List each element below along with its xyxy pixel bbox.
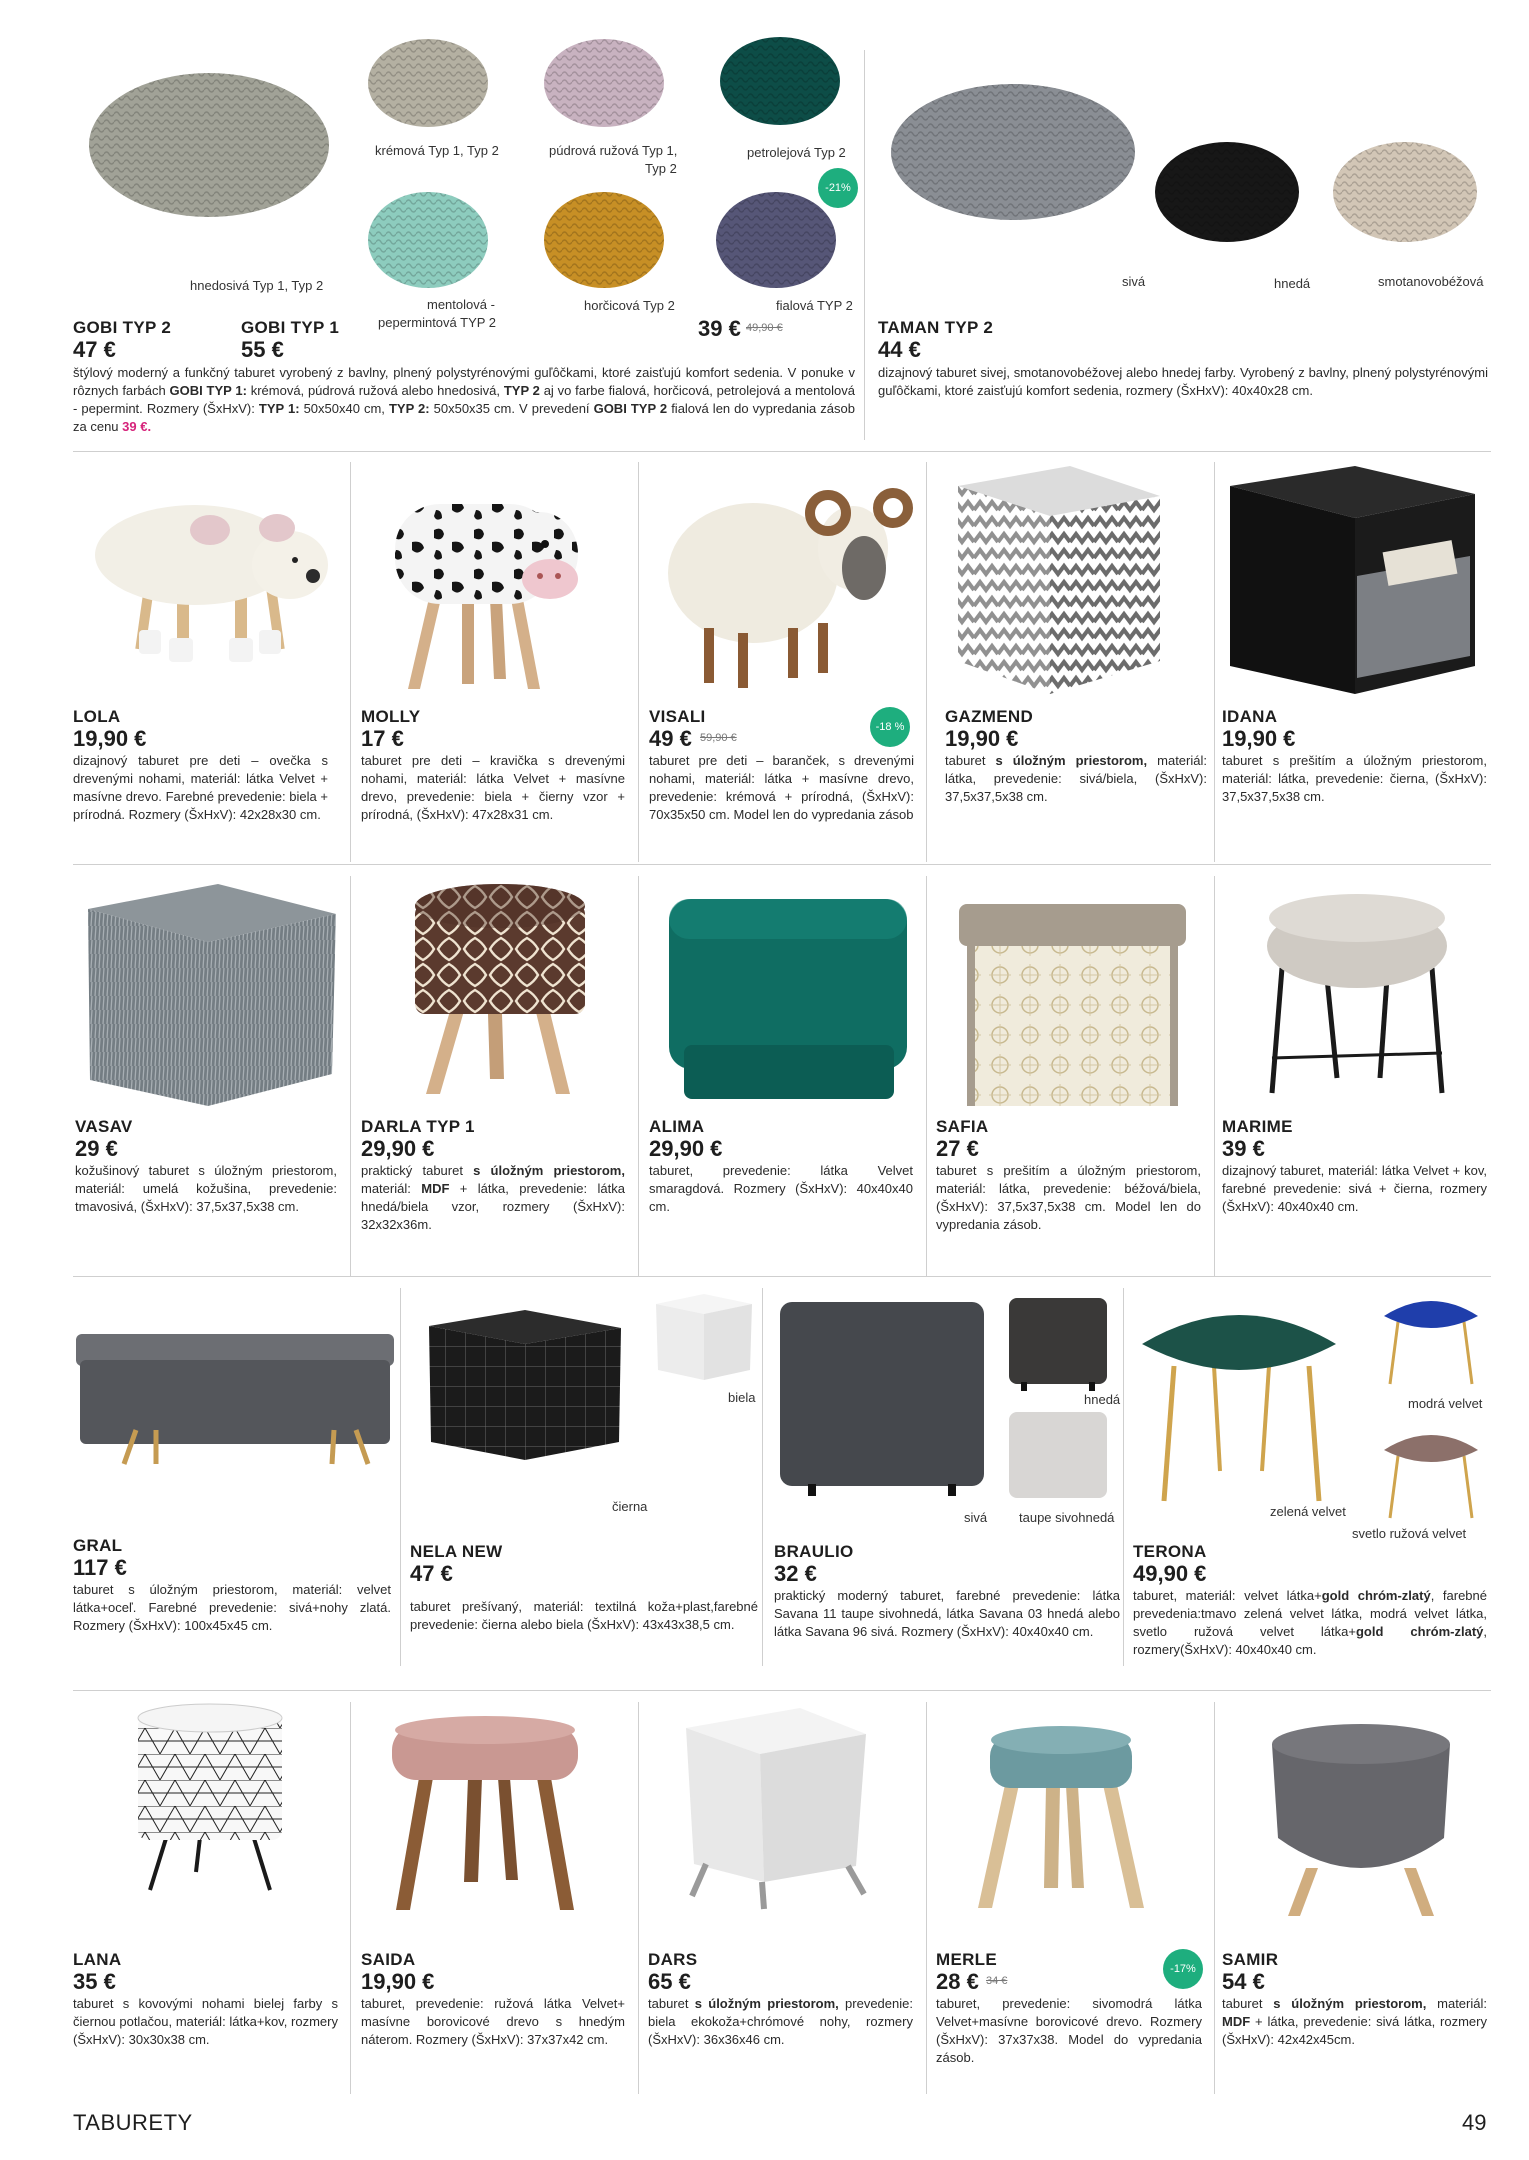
product-description: taburet s úložným priestorom, prevedenie: biela ekokoža+chrómové nohy, rozmery (ŠxHxV): 36x36x46 cm. <box>648 1996 913 2047</box>
gobi-pouf-image <box>714 190 838 290</box>
velvet-stool-image <box>966 1720 1156 1910</box>
product-name: VISALI <box>649 707 706 726</box>
product-price: 39 € <box>1222 1136 1265 1161</box>
variant-caption: mentolová - <box>427 297 495 312</box>
product-name: GAZMEND <box>945 707 1034 726</box>
round-metal-stool-image <box>130 1702 290 1892</box>
variant-caption: sivá <box>964 1510 988 1525</box>
product-description: taburet s úložným priestorom, materiál: MDF + látka, prevedenie: sivá látka, rozmery (ŠxHxV): 42x42x45cm. <box>1222 1996 1487 2047</box>
velvet-stool-image <box>1134 1296 1344 1508</box>
product-price: 54 € <box>1222 1969 1265 1994</box>
variant-caption: modrá velvet <box>1408 1396 1483 1411</box>
taman-pouf-image <box>1154 140 1300 244</box>
ram-stool-image <box>668 478 908 693</box>
page-number: 49 <box>1462 2110 1487 2135</box>
old-price: 59,90 € <box>700 732 737 744</box>
product-price: 117 € <box>73 1555 127 1580</box>
product-description: dizajnový taburet sivej, smotanovobéžovej alebo hnedej farby. Vyrobený z bavlny, plnený polystyrénovými guľôčkami, ktoré zaisťujú komfort sedenia, rozmery (ŠxHxV): 40x40x28 cm. <box>878 365 1488 398</box>
gobi-pouf-image <box>542 190 666 290</box>
variant-caption: hnedá <box>1274 276 1311 291</box>
product-description: taburet s úložným priestorom, materiál: látka, prevedenie: sivá/biela, (ŠxHxV): 37,5x37,5x38 cm. <box>945 753 1207 804</box>
old-price: 34 € <box>986 1975 1008 1987</box>
product-price: 27 € <box>936 1136 979 1161</box>
product-name: SAFIA <box>936 1117 989 1136</box>
product-description: taburet prešívaný, materiál: textilná koža+plast,farebné prevedenie: čierna alebo biela (ŠxHxV): 43x43x38,5 cm. <box>410 1599 758 1632</box>
gobi-pouf-image <box>718 36 842 126</box>
product-price: 19,90 € <box>945 726 1019 751</box>
product-price: 47 € <box>73 337 116 362</box>
pouf-cube-image <box>652 1292 756 1382</box>
product-description: taburet s úložným priestorom, materiál: velvet látka+oceľ. Farebné prevedenie: sivá+nohy zlatá. Rozmery (ŠxHxV): 100x45x45 cm. <box>73 1582 391 1633</box>
sheep-stool-image <box>95 480 335 670</box>
variant-caption: čierna <box>612 1499 648 1514</box>
cow-stool-image <box>390 484 610 704</box>
storage-cube-image <box>1225 466 1481 694</box>
product-name: MOLLY <box>361 707 421 726</box>
pouf-cube-image <box>1007 1296 1109 1394</box>
storage-stool-image <box>1266 1718 1456 1918</box>
taman-pouf-image <box>888 82 1138 222</box>
storage-cube-image <box>955 900 1190 1108</box>
velvet-stool-image <box>1380 1428 1482 1520</box>
product-name: ALIMA <box>649 1117 705 1136</box>
section-title: TABURETY <box>73 2110 193 2135</box>
product-description: taburet, prevedenie: sivomodrá látka Velvet+masívne borovicové drevo. Rozmery (ŠxHxV): 37x37x38. Model do vypredania zásob. <box>936 1996 1202 2065</box>
variant-caption: horčicová Typ 2 <box>584 298 675 313</box>
product-price: 35 € <box>73 1969 116 1994</box>
product-name: TERONA <box>1133 1542 1207 1561</box>
discount-badge: -17% <box>1163 1949 1203 1989</box>
patterned-stool-image <box>410 884 590 1094</box>
product-name: VASAV <box>75 1117 133 1136</box>
product-description: taburet pre deti – kravička s drevenými nohami, materiál: látka Velvet + masívne drevo, prevedenie: biela + čierny vzor + prírodná, (ŠxHxV): 47x28x31 cm. <box>361 753 625 822</box>
product-name: GOBI TYP 2 <box>73 318 172 337</box>
product-description: taburet, materiál: velvet látka+gold chróm-zlatý, farebné prevedenia:tmavo zelená velvet látka, modrá velvet látka, svetlo ružová velvet látka+gold chróm-zlatý, rozmery(ŠxHxV): 40x40x40 cm. <box>1133 1588 1487 1657</box>
product-price: 29,90 € <box>361 1136 435 1161</box>
product-description: taburet pre deti – baranček, s drevenými nohami, materiál: látka + masívne drevo, prevedenie: krémová + prírodná, (ŠxHxV): 70x35x50 cm. Model len do vypredania zásob <box>649 753 914 822</box>
variant-caption: biela <box>728 1390 756 1405</box>
product-price: 49 € <box>649 726 692 751</box>
product-description: štýlový moderný a funkčný taburet vyrobený z bavlny, plnený polystyrénovými guľôčkami, ktoré zaisťujú komfort sedenia. V ponuke v rôznych farbách GOBI TYP 1: krémová, púdrová ružová alebo hnedosivá, TYP 2 aj vo farbe fialová, horčicová, petrolejová a mentolová - pepermint. Rozmery (ŠxHxV): TYP 1: 50x50x40 cm, TYP 2: 50x50x35 cm. V prevedení GOBI TYP 2 fialová len do vypredania zásob za cenu 39 €. <box>73 365 855 434</box>
product-price: 44 € <box>878 337 921 362</box>
variant-caption: pepermintová TYP 2 <box>378 315 497 330</box>
product-name: GRAL <box>73 1536 123 1555</box>
product-price: 19,90 € <box>361 1969 435 1994</box>
product-price: 28 € <box>936 1969 979 1994</box>
product-price: 19,90 € <box>73 726 147 751</box>
product-name: NELA NEW <box>410 1542 503 1561</box>
product-description: kožušinový taburet s úložným priestorom, materiál: umelá kožušina, prevedenie: tmavosivá, (ŠxHxV): 37,5x37,5x38 cm. <box>75 1163 337 1214</box>
product-price: 49,90 € <box>1133 1561 1207 1586</box>
product-name: IDANA <box>1222 707 1278 726</box>
gobi-pouf-image <box>84 70 334 220</box>
product-price: 55 € <box>241 337 284 362</box>
pouf-cube-image <box>778 1300 988 1500</box>
pouf-cube-image <box>1007 1410 1109 1506</box>
product-price: 17 € <box>361 726 404 751</box>
product-price: 65 € <box>648 1969 691 1994</box>
round-metal-stool-image <box>1262 888 1452 1098</box>
pouf-cube-image <box>425 1306 625 1464</box>
product-price: 29,90 € <box>649 1136 723 1161</box>
storage-cube-image <box>680 1704 870 1914</box>
product-name: LOLA <box>73 707 121 726</box>
storage-cube-image <box>950 466 1168 694</box>
discount-badge: -21% <box>818 168 858 208</box>
product-name: LANA <box>73 1950 122 1969</box>
product-name: SAMIR <box>1222 1950 1279 1969</box>
product-name: GOBI TYP 1 <box>241 318 340 337</box>
variant-caption: krémová Typ 1, Typ 2 <box>375 143 499 158</box>
taman-pouf-image <box>1332 140 1478 244</box>
product-name: TAMAN TYP 2 <box>878 318 994 337</box>
gobi-pouf-image <box>366 38 490 128</box>
variant-caption: hnedosivá Typ 1, Typ 2 <box>190 278 324 293</box>
fur-cube-image <box>78 884 340 1106</box>
old-price: 49,90 € <box>746 322 783 334</box>
gobi-pouf-image <box>542 38 666 128</box>
variant-caption: smotanovobéžová <box>1378 274 1484 289</box>
product-description: taburet s kovovými nohami bielej farby s čiernou potlačou, materiál: látka+kov, rozmery (ŠxHxV): 30x30x38 cm. <box>73 1996 338 2047</box>
product-description: taburet s prešitím a úložným priestorom, materiál: látka, prevedenie: čierna, (ŠxHxV): 37,5x37,5x38 cm. <box>1222 753 1487 804</box>
variant-caption: petrolejová Typ 2 <box>747 145 846 160</box>
storage-bench-image <box>76 1330 394 1466</box>
variant-caption: fialová TYP 2 <box>776 298 853 313</box>
product-description: praktický taburet s úložným priestorom, materiál: MDF + látka, prevedenie: látka hnedá/biela vzor, rozmery (ŠxHxV): 32x32x36m. <box>361 1163 625 1232</box>
variant-caption: taupe sivohnedá <box>1019 1510 1115 1525</box>
variant-caption: svetlo ružová velvet <box>1352 1526 1467 1541</box>
product-description: taburet, prevedenie: látka Velvet smaragdová. Rozmery (ŠxHxV): 40x40x40 cm. <box>649 1163 913 1214</box>
variant-caption: zelená velvet <box>1270 1504 1346 1519</box>
product-price: 19,90 € <box>1222 726 1296 751</box>
velvet-stool-image <box>1380 1294 1482 1386</box>
sale-price: 39 € <box>698 316 741 341</box>
variant-caption: hnedá <box>1084 1392 1121 1407</box>
gobi-pouf-image <box>366 190 490 290</box>
discount-badge: -18 % <box>870 707 910 747</box>
product-description: taburet s prešitím a úložným priestorom, materiál: látka, prevedenie: béžová/biela, (ŠxHxV): 37,5x37,5x38 cm. Model len do vypredania zásob. <box>936 1163 1201 1232</box>
product-name: MARIME <box>1222 1117 1293 1136</box>
variant-caption: sivá <box>1122 274 1146 289</box>
product-price: 47 € <box>410 1561 453 1586</box>
product-name: BRAULIO <box>774 1542 854 1561</box>
product-description: dizajnový taburet, materiál: látka Velvet + kov, farebné prevedenie: sivá + čierna, rozmery (ŠxHxV): 40x40x40 cm. <box>1222 1163 1487 1214</box>
product-name: MERLE <box>936 1950 997 1969</box>
product-description: dizajnový taburet pre deti – ovečka s drevenými nohami, materiál: látka Velvet + masívne drevo. Farebné prevedenie: biela + prírodná. Rozmery (ŠxHxV): 42x28x30 cm. <box>73 753 328 822</box>
velvet-stool-image <box>390 1712 580 1912</box>
product-name: SAIDA <box>361 1950 416 1969</box>
product-price: 32 € <box>774 1561 817 1586</box>
product-name: DARS <box>648 1950 698 1969</box>
product-name: DARLA TYP 1 <box>361 1117 475 1136</box>
variant-caption: púdrová ružová Typ 1, <box>549 143 678 158</box>
product-description: praktický moderný taburet, farebné prevedenie: látka Savana 11 taupe sivohnedá, látka Savana 03 hnedá alebo látka Savana 96 sivá. Rozmery (ŠxHxV): 40x40x40 cm. <box>774 1588 1120 1639</box>
product-description: taburet, prevedenie: ružová látka Velvet+ masívne borovicové drevo s hnedým náterom. Rozmery (ŠxHxV): 37x37x42 cm. <box>361 1996 625 2047</box>
variant-caption: Typ 2 <box>645 161 677 176</box>
velvet-cube-image <box>664 895 912 1101</box>
product-price: 29 € <box>75 1136 118 1161</box>
